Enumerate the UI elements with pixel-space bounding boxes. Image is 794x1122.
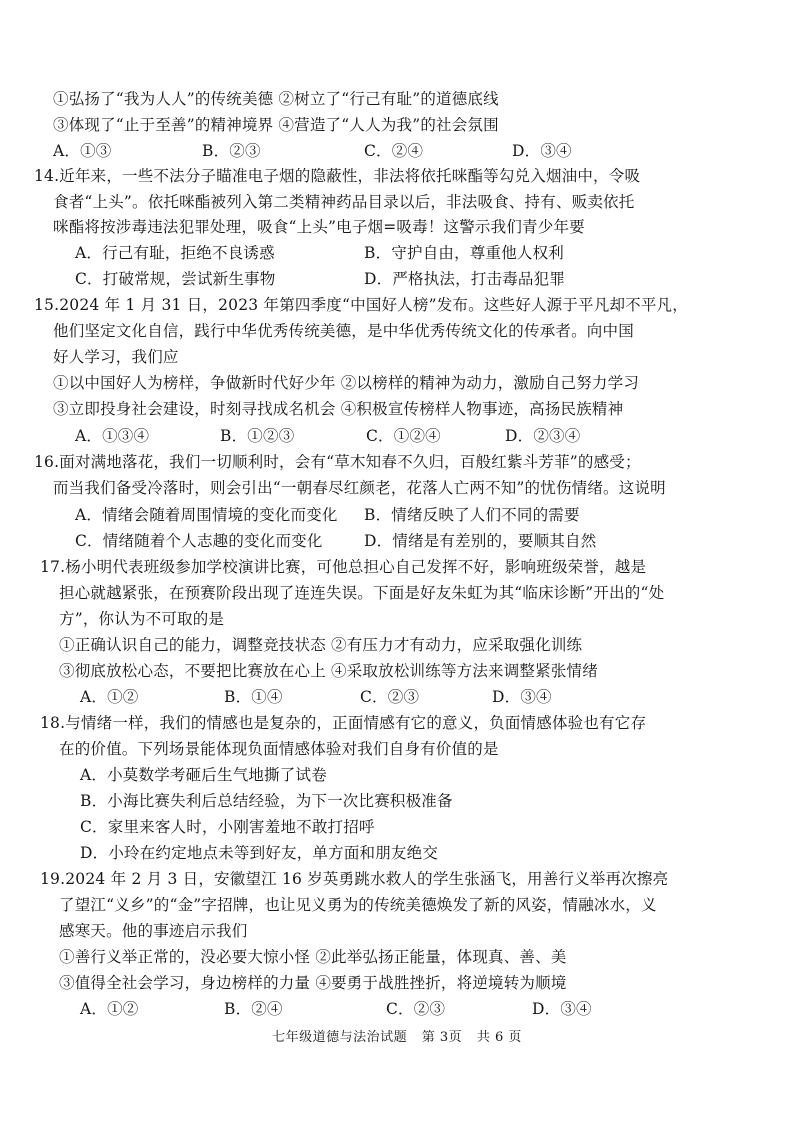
q16-choice-b: B．情绪反映了人们不同的需要 (364, 506, 580, 524)
q15-option-line-1: ①以中国好人为榜样，争做新时代好少年 ②以榜样的精神为动力，激励自己努力学习 (53, 374, 640, 392)
q16-choice-d: D．情绪是有差别的，要顺其自然 (364, 532, 597, 550)
q15-choice-a: A．①③④ (75, 427, 150, 445)
q19-choice-b: B．②④ (224, 1000, 283, 1018)
page-footer (0, 1026, 794, 1045)
q17-choice-d: D．③④ (492, 688, 552, 706)
q17-choice-b: B．①④ (224, 688, 283, 706)
q19-option-line-1: ①善行义举正常的，没必要大惊小怪 ②此举弘扬正能量，体现真、善、美 (59, 948, 567, 966)
q13-option-line-2: ③体现了“止于至善”的精神境界 ④营造了“人人为我”的社会氛围 (53, 116, 499, 134)
q15-stem-line-3: 好人学习，我们应 (53, 348, 179, 366)
q19-choice-c: C．②③ (386, 1000, 446, 1018)
q19-option-line-2: ③值得全社会学习，身边榜样的力量 ④要勇于战胜挫折，将逆境转为顺境 (59, 974, 567, 992)
q15-stem-line-1: 15.2024 年 1 月 31 日，2023 年第四季度“中国好人榜”发布。这些好人源于平凡却不平凡， (34, 296, 688, 314)
q17-option-line-1: ①正确认识自己的能力，调整竞技状态 ②有压力才有动力，应采取强化训练 (59, 636, 583, 654)
q13-option-line-1: ①弘扬了“我为人人”的传统美德 ②树立了“行己有耻”的道德底线 (53, 90, 499, 108)
q18-choice-a: A．小莫数学考砸后生气地撕了试卷 (80, 766, 327, 784)
q14-choice-a: A．行己有耻，拒绝不良诱惑 (75, 244, 275, 262)
q19-stem-line-3: 感寒天。他的事迹启示我们 (59, 922, 248, 940)
q18-stem-line-1: 18.与情绪一样，我们的情感也是复杂的，正面情感有它的意义，负面情感体验也有它存 (40, 714, 647, 732)
footer-subject: 七年级道德与法治试题 (272, 1030, 408, 1045)
q18-stem-line-2: 在的价值。下列场景能体现负面情感体验对我们自身有价值的是 (59, 740, 499, 758)
q13-choice-b: B．②③ (202, 142, 261, 160)
q15-choice-c: C．①②④ (366, 427, 441, 445)
q18-choice-c: C．家里来客人时，小刚害羞地不敢打招呼 (80, 818, 375, 836)
q14-stem-line-1: 14.近年来，一些不法分子瞄准电子烟的隐蔽性，非法将依托咪酯等勾兑入烟油中，令吸 (34, 167, 641, 185)
q19-stem-line-2: 了望江“义乡”的“金”字招牌，也让见义勇为的传统美德焕发了新的风姿，情融冰水，义 (59, 896, 657, 914)
footer-page-number: 第 3页 (421, 1030, 463, 1045)
q14-choice-c: C．打破常规，尝试新生事物 (75, 270, 276, 288)
q15-choice-d: D．②③④ (505, 427, 581, 445)
q19-stem-line-1: 19.2024 年 2 月 3 日，安徽望江 16 岁英勇跳水救人的学生张涵飞，用善行义举再次擦亮 (40, 870, 669, 888)
q14-stem-line-3: 咪酯将按涉毒违法犯罪处理，吸食“上头”电子烟=吸毒！这警示我们青少年要 (53, 218, 585, 236)
q14-choice-d: D．严格执法，打击毒品犯罪 (364, 270, 566, 288)
q17-stem-line-1: 17.杨小明代表班级参加学校演讲比赛，可他总担心自己发挥不好，影响班级荣誉，越是 (40, 558, 647, 576)
q18-choice-d: D．小玲在约定地点未等到好友，单方面和朋友绝交 (80, 844, 439, 862)
q13-choice-a: A．①③ (53, 142, 112, 160)
q17-choice-a: A．①② (80, 688, 139, 706)
q13-choice-c: C．②④ (364, 142, 424, 160)
q15-stem-line-2: 他们坚定文化自信，践行中华优秀传统美德，是中华优秀传统文化的传承者。向中国 (53, 322, 634, 340)
q19-choice-a: A．①② (80, 1000, 139, 1018)
q14-stem-line-2: 食者“上头”。依托咪酯被列入第二类精神药品目录以后，非法吸食、持有、贩卖依托 (53, 193, 635, 211)
q18-choice-b: B．小海比赛失利后总结经验，为下一次比赛积极准备 (80, 792, 453, 810)
q15-option-line-2: ③立即投身社会建设，时刻寻找成名机会 ④积极宣传榜样人物事迹，高扬民族精神 (53, 400, 624, 418)
q17-stem-line-2: 担心就越紧张，在预赛阶段出现了连连失误。下面是好友朱虹为其“临床诊断”开出的“处 (59, 584, 665, 602)
q15-choice-b: B．①②③ (220, 427, 295, 445)
q14-choice-b: B．守护自由，尊重他人权利 (364, 244, 564, 262)
q13-choice-d: D．③④ (512, 142, 572, 160)
q16-choice-a: A．情绪会随着周围情境的变化而变化 (75, 506, 338, 524)
q16-choice-c: C．情绪随着个人志趣的变化而变化 (75, 532, 323, 550)
footer-total-pages: 共 6 页 (476, 1030, 522, 1045)
q16-stem-line-1: 16.面对满地落花，我们一切顺利时，会有“草木知春不久归，百般红紫斗芳菲”的感受； (34, 453, 641, 471)
q17-choice-c: C．②③ (360, 688, 420, 706)
q17-option-line-2: ③彻底放松心态，不要把比赛放在心上 ④采取放松训练等方法来调整紧张情绪 (59, 662, 598, 680)
q19-choice-d: D．③④ (532, 1000, 592, 1018)
q17-stem-line-3: 方”，你认为不可取的是 (59, 610, 225, 628)
q16-stem-line-2: 而当我们备受冷落时，则会引出“一朝春尽红颜老，花落人亡两不知”的忧伤情绪。这说明 (53, 479, 666, 497)
